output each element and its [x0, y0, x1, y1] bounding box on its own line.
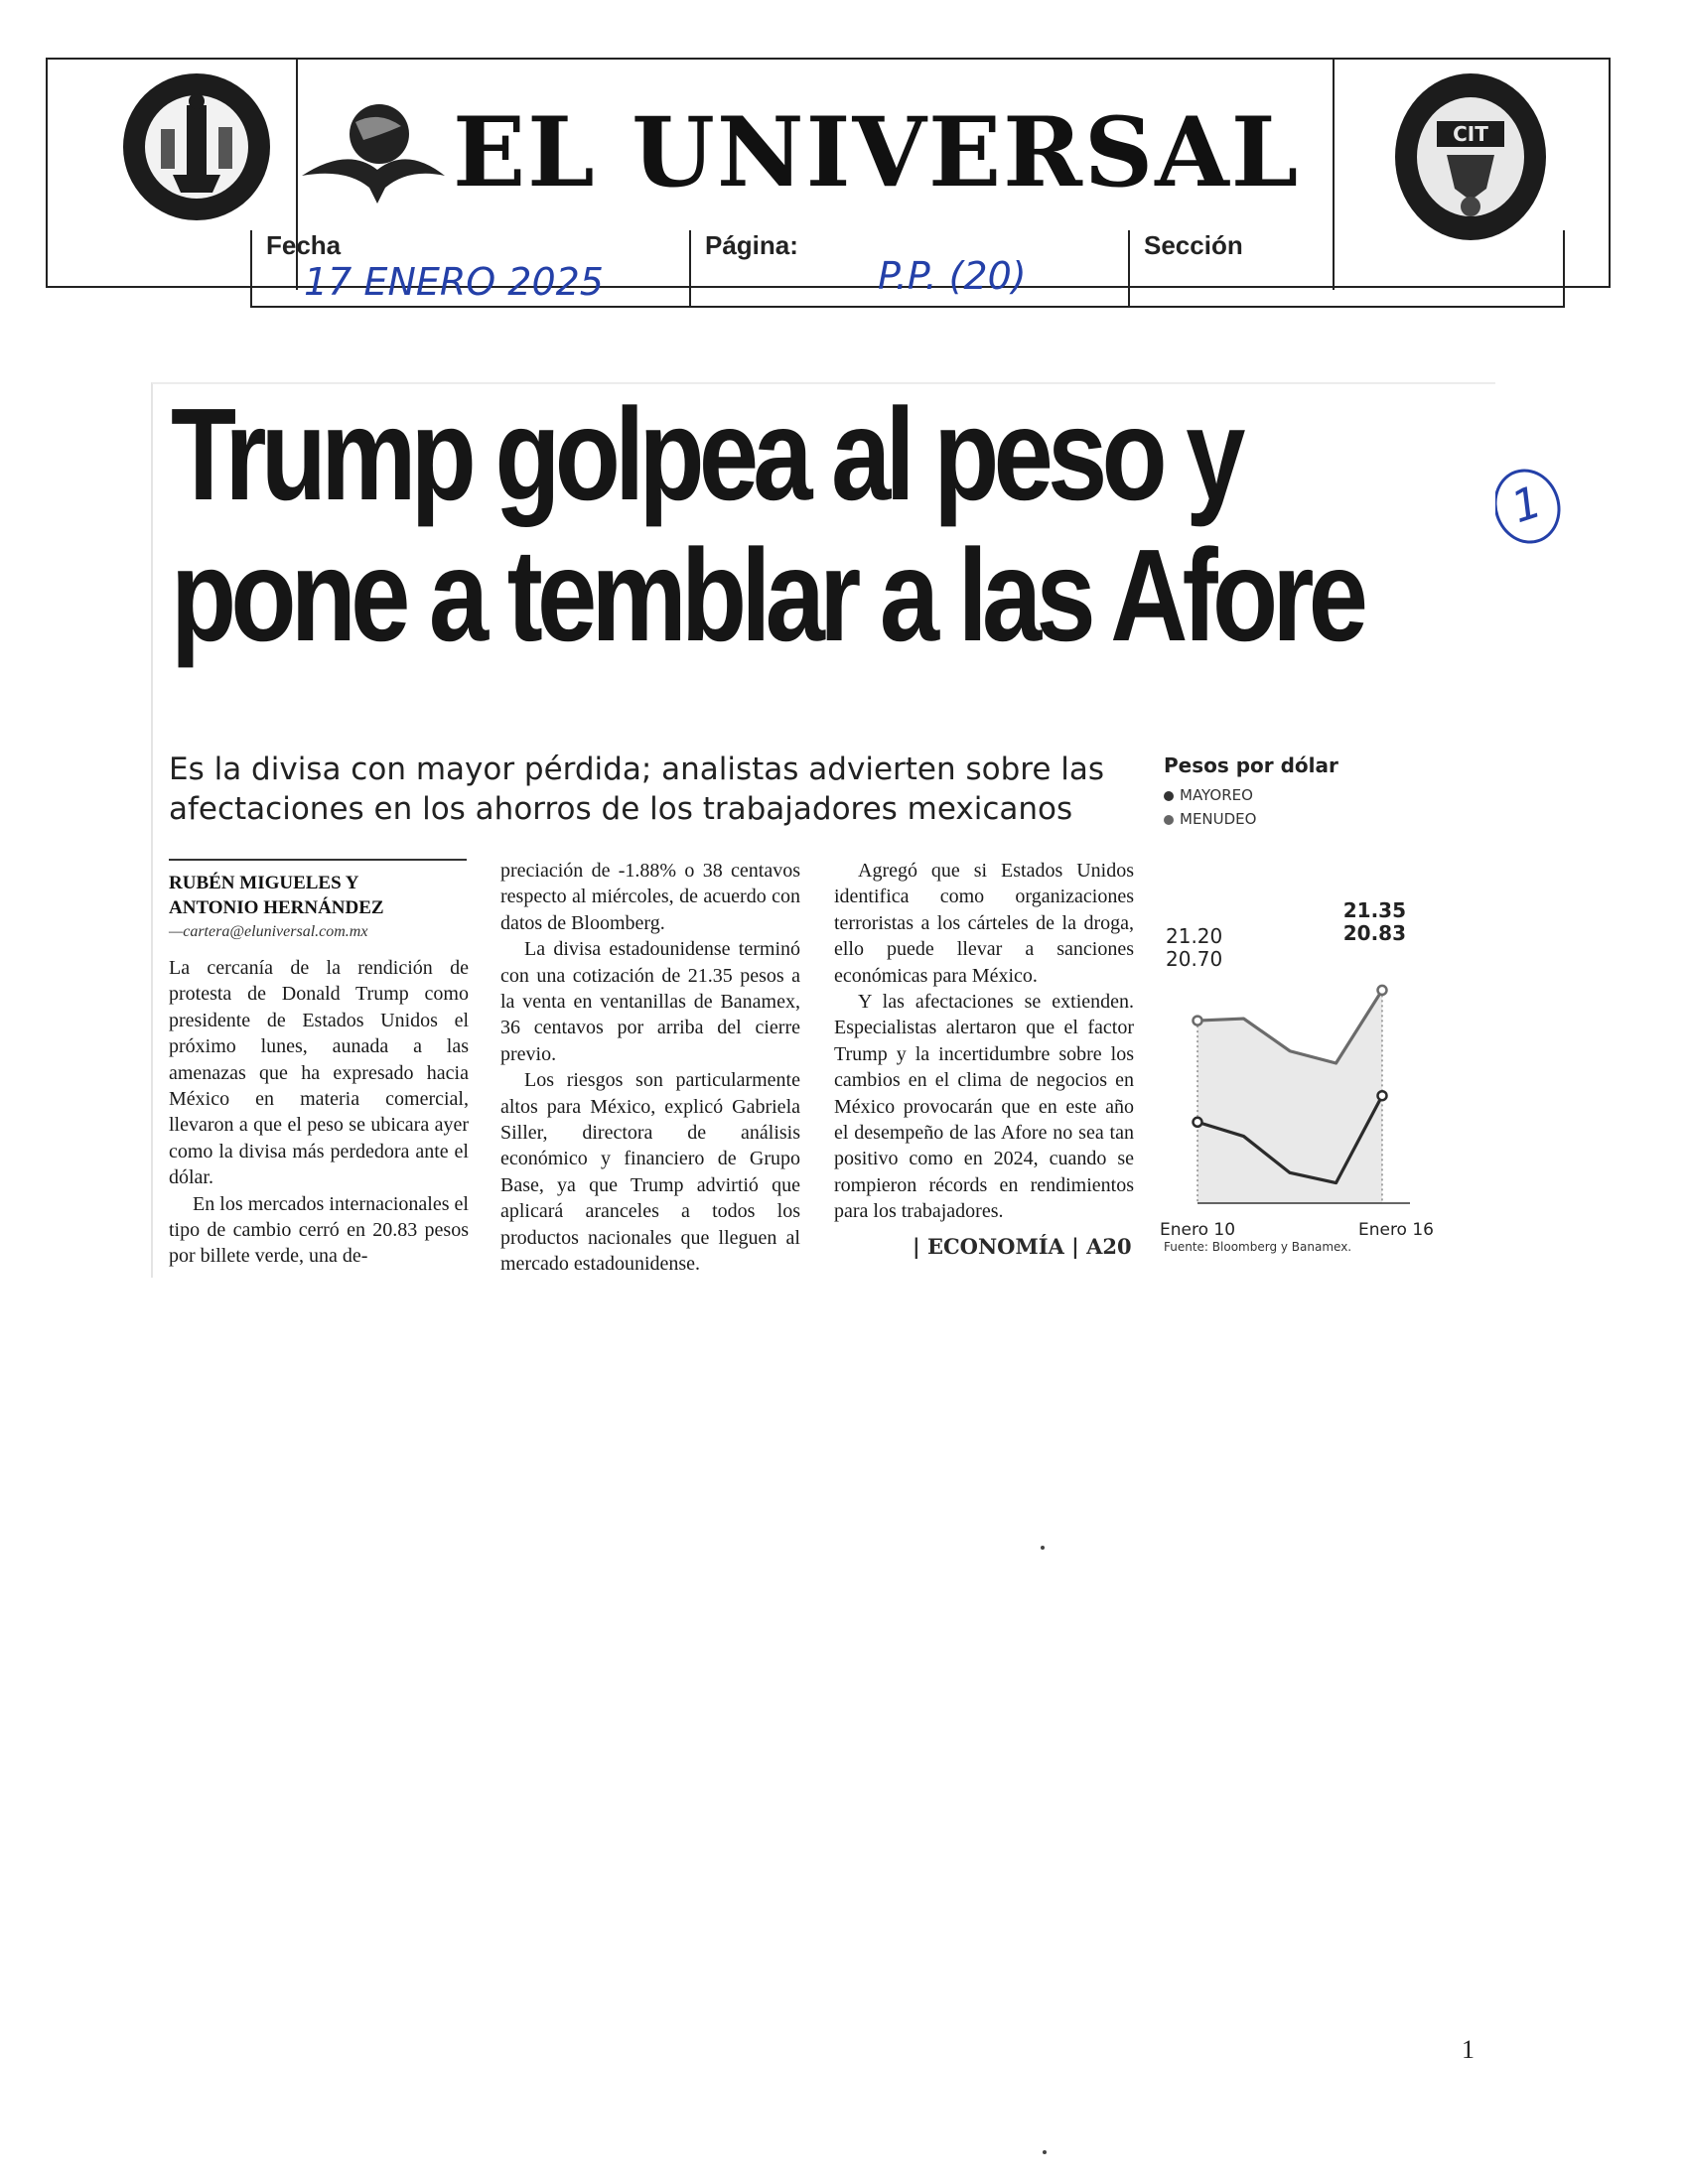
series-point-mayoreo: [1194, 1118, 1202, 1127]
cit-seal-logo: [1391, 69, 1550, 244]
newspaper-brand: [298, 77, 1360, 226]
author-email: —cartera@eluniversal.com.mx: [169, 923, 368, 940]
seccion-cell: [1130, 230, 1563, 306]
column-3: [834, 858, 1134, 1225]
exchange-rate-chart: [1146, 801, 1483, 1238]
label-menudeo-end: 21.35: [1342, 898, 1406, 922]
paragraph: La cercanía de la rendición de protesta de Donald Trump como presidente de Estados Unidos el próximo lunes, aunada a las amenazas que ha expresado hacia México en materia comercial, llevaron a que el peso se ubicara ayer como la divisa más perdedora ante el dólar.: [169, 957, 469, 1189]
byline: [169, 871, 467, 920]
seccion-label: Sección: [1144, 230, 1243, 260]
section-reference: | ECONOMÍA | A20: [913, 1234, 1132, 1259]
eagle-globe-icon: [298, 92, 447, 211]
series-point-menudeo: [1378, 986, 1387, 995]
headline-line-1: Trump golpea al peso y: [171, 381, 1240, 527]
legend-dot-icon: [1164, 791, 1174, 801]
column-2: [500, 858, 800, 1278]
fecha-label: Fecha: [266, 230, 342, 260]
cit-initials: CIT: [1453, 122, 1488, 146]
paragraph: Agregó que si Estados Unidos identifica como organizaciones terroristas a los cárteles de la droga, ello puede llevar a sanciones económicas para México.: [834, 860, 1134, 987]
label-mayoreo-start: 20.70: [1166, 947, 1223, 971]
paragraph: En los mercados internacionales el tipo de cambio cerró en 20.83 pesos por billete verde, una de-: [169, 1192, 469, 1268]
label-menudeo-start: 21.20: [1166, 924, 1223, 948]
union-seal-logo: [117, 68, 276, 226]
subheadline: Es la divisa con mayor pérdida; analistas advierten sobre las afectaciones en los ahorros de los trabajadores mexicanos: [169, 751, 1105, 827]
paragraph: Los riesgos son particularmente altos para México, explicó Gabriela Siller, directora de análisis económico y financiero de Grupo Base, ya que Trump advirtió que aplicará aranceles a todos los productos nacionales que lleguen al mercado estadounidense.: [500, 1069, 800, 1276]
meta-row: [250, 230, 1565, 308]
page-number: 1: [1462, 2035, 1475, 2064]
paragraph: La divisa estadounidense terminó con una cotización de 21.35 pesos a la venta en ventanillas de Banamex, 36 centavos por arriba del cierre previo.: [500, 938, 800, 1065]
fecha-handwritten: 17 ENERO 2025: [304, 260, 604, 304]
headline-line-2: pone a temblar a las Afore: [171, 522, 1363, 668]
x-tick-label: Enero 10: [1160, 1220, 1236, 1238]
pagina-label: Página:: [705, 230, 798, 260]
headline: [171, 381, 1363, 668]
series-point-mayoreo: [1378, 1091, 1387, 1100]
label-mayoreo-end: 20.83: [1342, 921, 1406, 945]
legend-label: MENUDEO: [1180, 810, 1257, 828]
chart-title: Pesos por dólar: [1164, 753, 1338, 777]
byline-author-1: RUBÉN MIGUELES Y: [169, 873, 359, 893]
scan-speck: [1041, 1546, 1045, 1550]
legend-label: MAYOREO: [1180, 786, 1253, 804]
pagina-handwritten: P.P. (20): [878, 254, 1027, 298]
fecha-cell: [252, 230, 691, 306]
article-clipping: [151, 382, 1495, 1278]
scan-speck: [1043, 2150, 1047, 2154]
paragraph: preciación de -1.88% o 38 centavos respecto al miércoles, de acuerdo con datos de Bloomberg.: [500, 860, 800, 934]
column-1: [169, 955, 469, 1270]
x-tick-label: Enero 16: [1357, 1220, 1434, 1238]
byline-author-2: ANTONIO HERNÁNDEZ: [169, 897, 384, 918]
byline-rule: [169, 859, 467, 861]
series-point-menudeo: [1194, 1017, 1202, 1025]
circled-number-annotation: 1: [1484, 461, 1570, 553]
paragraph: Y las afectaciones se extienden. Especialistas alertaron que el factor Trump y la incertidumbre sobre los cambios en el clima de negocios en México provocarán que en este año el desempeño de las Afore no sea tan positivo como en 2024, cuando se rompieron récords en rendimientos para los trabajadores.: [834, 991, 1134, 1223]
pagina-cell: [691, 230, 1130, 306]
newspaper-name: EL UNIVERSAL: [453, 95, 1301, 208]
chart-source: Fuente: Bloomberg y Banamex.: [1164, 1240, 1352, 1254]
